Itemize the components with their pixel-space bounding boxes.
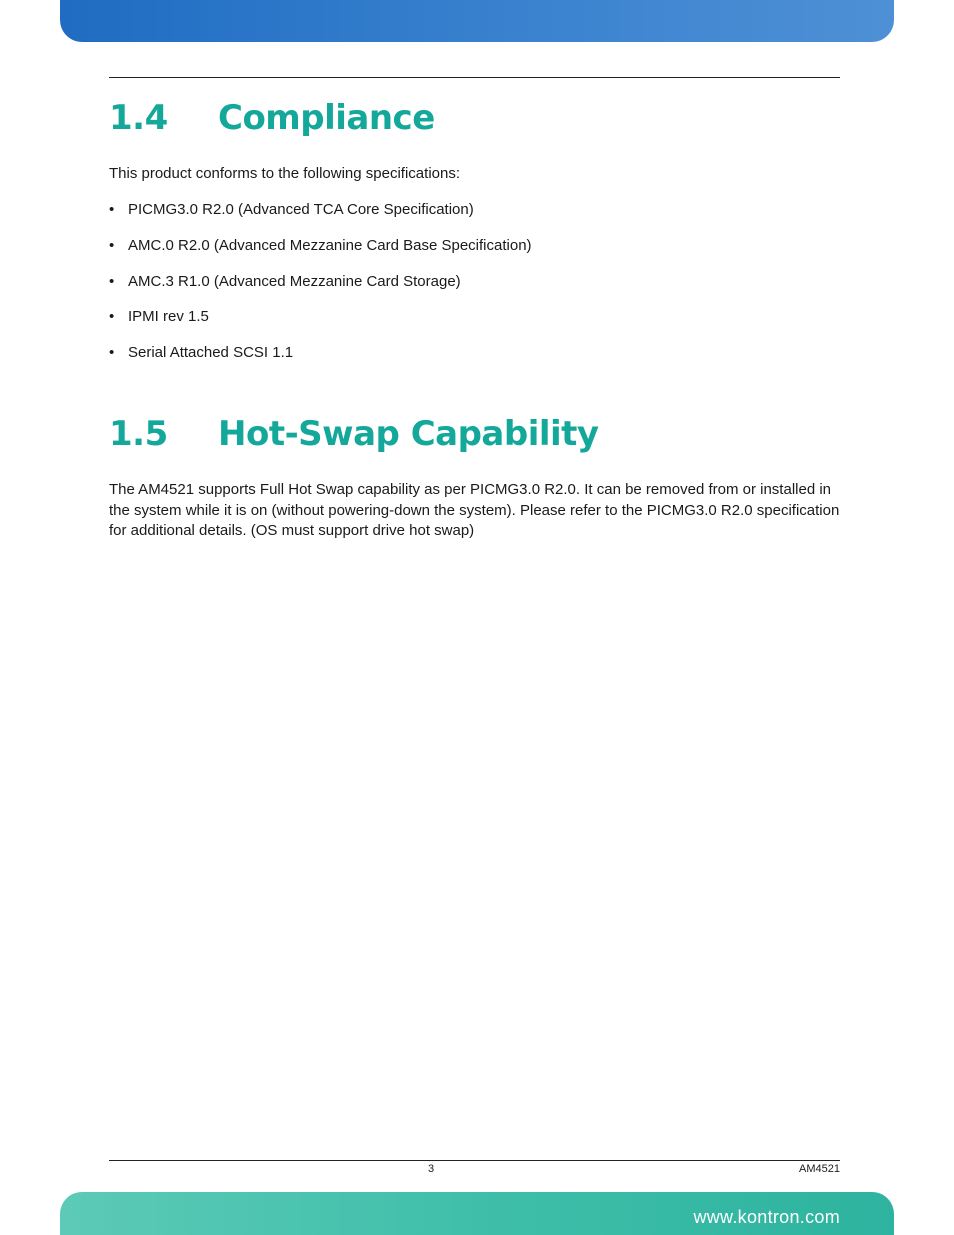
list-item	[109, 272, 532, 308]
list-item	[109, 307, 532, 343]
section-title: Hot-Swap Capability	[218, 414, 599, 454]
hot-swap-description: The AM4521 supports Full Hot Swap capability as per PICMG3.0 R2.0. It can be removed from or installed in the system while it is on (without powering-down the system). Please refer to the PICMG3.0 R2.0 specification for additional details. (OS must support drive hot swap)	[109, 481, 840, 539]
website-link[interactable]: www.kontron.com	[693, 1207, 840, 1227]
footer-divider	[109, 1160, 840, 1161]
header-divider	[109, 77, 840, 78]
document-id: AM4521	[799, 1163, 840, 1175]
bullet: •	[109, 308, 115, 326]
list-item-text: AMC.3 R1.0 (Advanced Mezzanine Card Storage)	[128, 272, 461, 290]
list-item-text: IPMI rev 1.5	[128, 308, 209, 326]
list-item-text: PICMG3.0 R2.0 (Advanced TCA Core Specification)	[128, 201, 474, 218]
specification-list	[109, 200, 532, 379]
page-number: 3	[427, 1163, 435, 1175]
section-title: Compliance	[218, 98, 435, 138]
list-item-text: AMC.0 R2.0 (Advanced Mezzanine Card Base Specification)	[128, 236, 532, 254]
list-item-text: Serial Attached SCSI 1.1	[128, 344, 294, 362]
bullet: •	[109, 344, 115, 362]
section-number: 1.4	[109, 98, 168, 138]
list-item	[109, 236, 532, 272]
bullet: •	[109, 236, 115, 254]
bullet: •	[109, 272, 115, 290]
section-number: 1.5	[109, 414, 168, 454]
section-heading-compliance	[109, 98, 435, 138]
bullet: •	[109, 201, 115, 218]
list-item	[109, 343, 532, 379]
compliance-intro: This product conforms to the following specifications:	[109, 165, 460, 182]
section-heading-hot-swap	[109, 414, 599, 454]
list-item	[109, 200, 532, 236]
header-banner	[60, 0, 894, 42]
